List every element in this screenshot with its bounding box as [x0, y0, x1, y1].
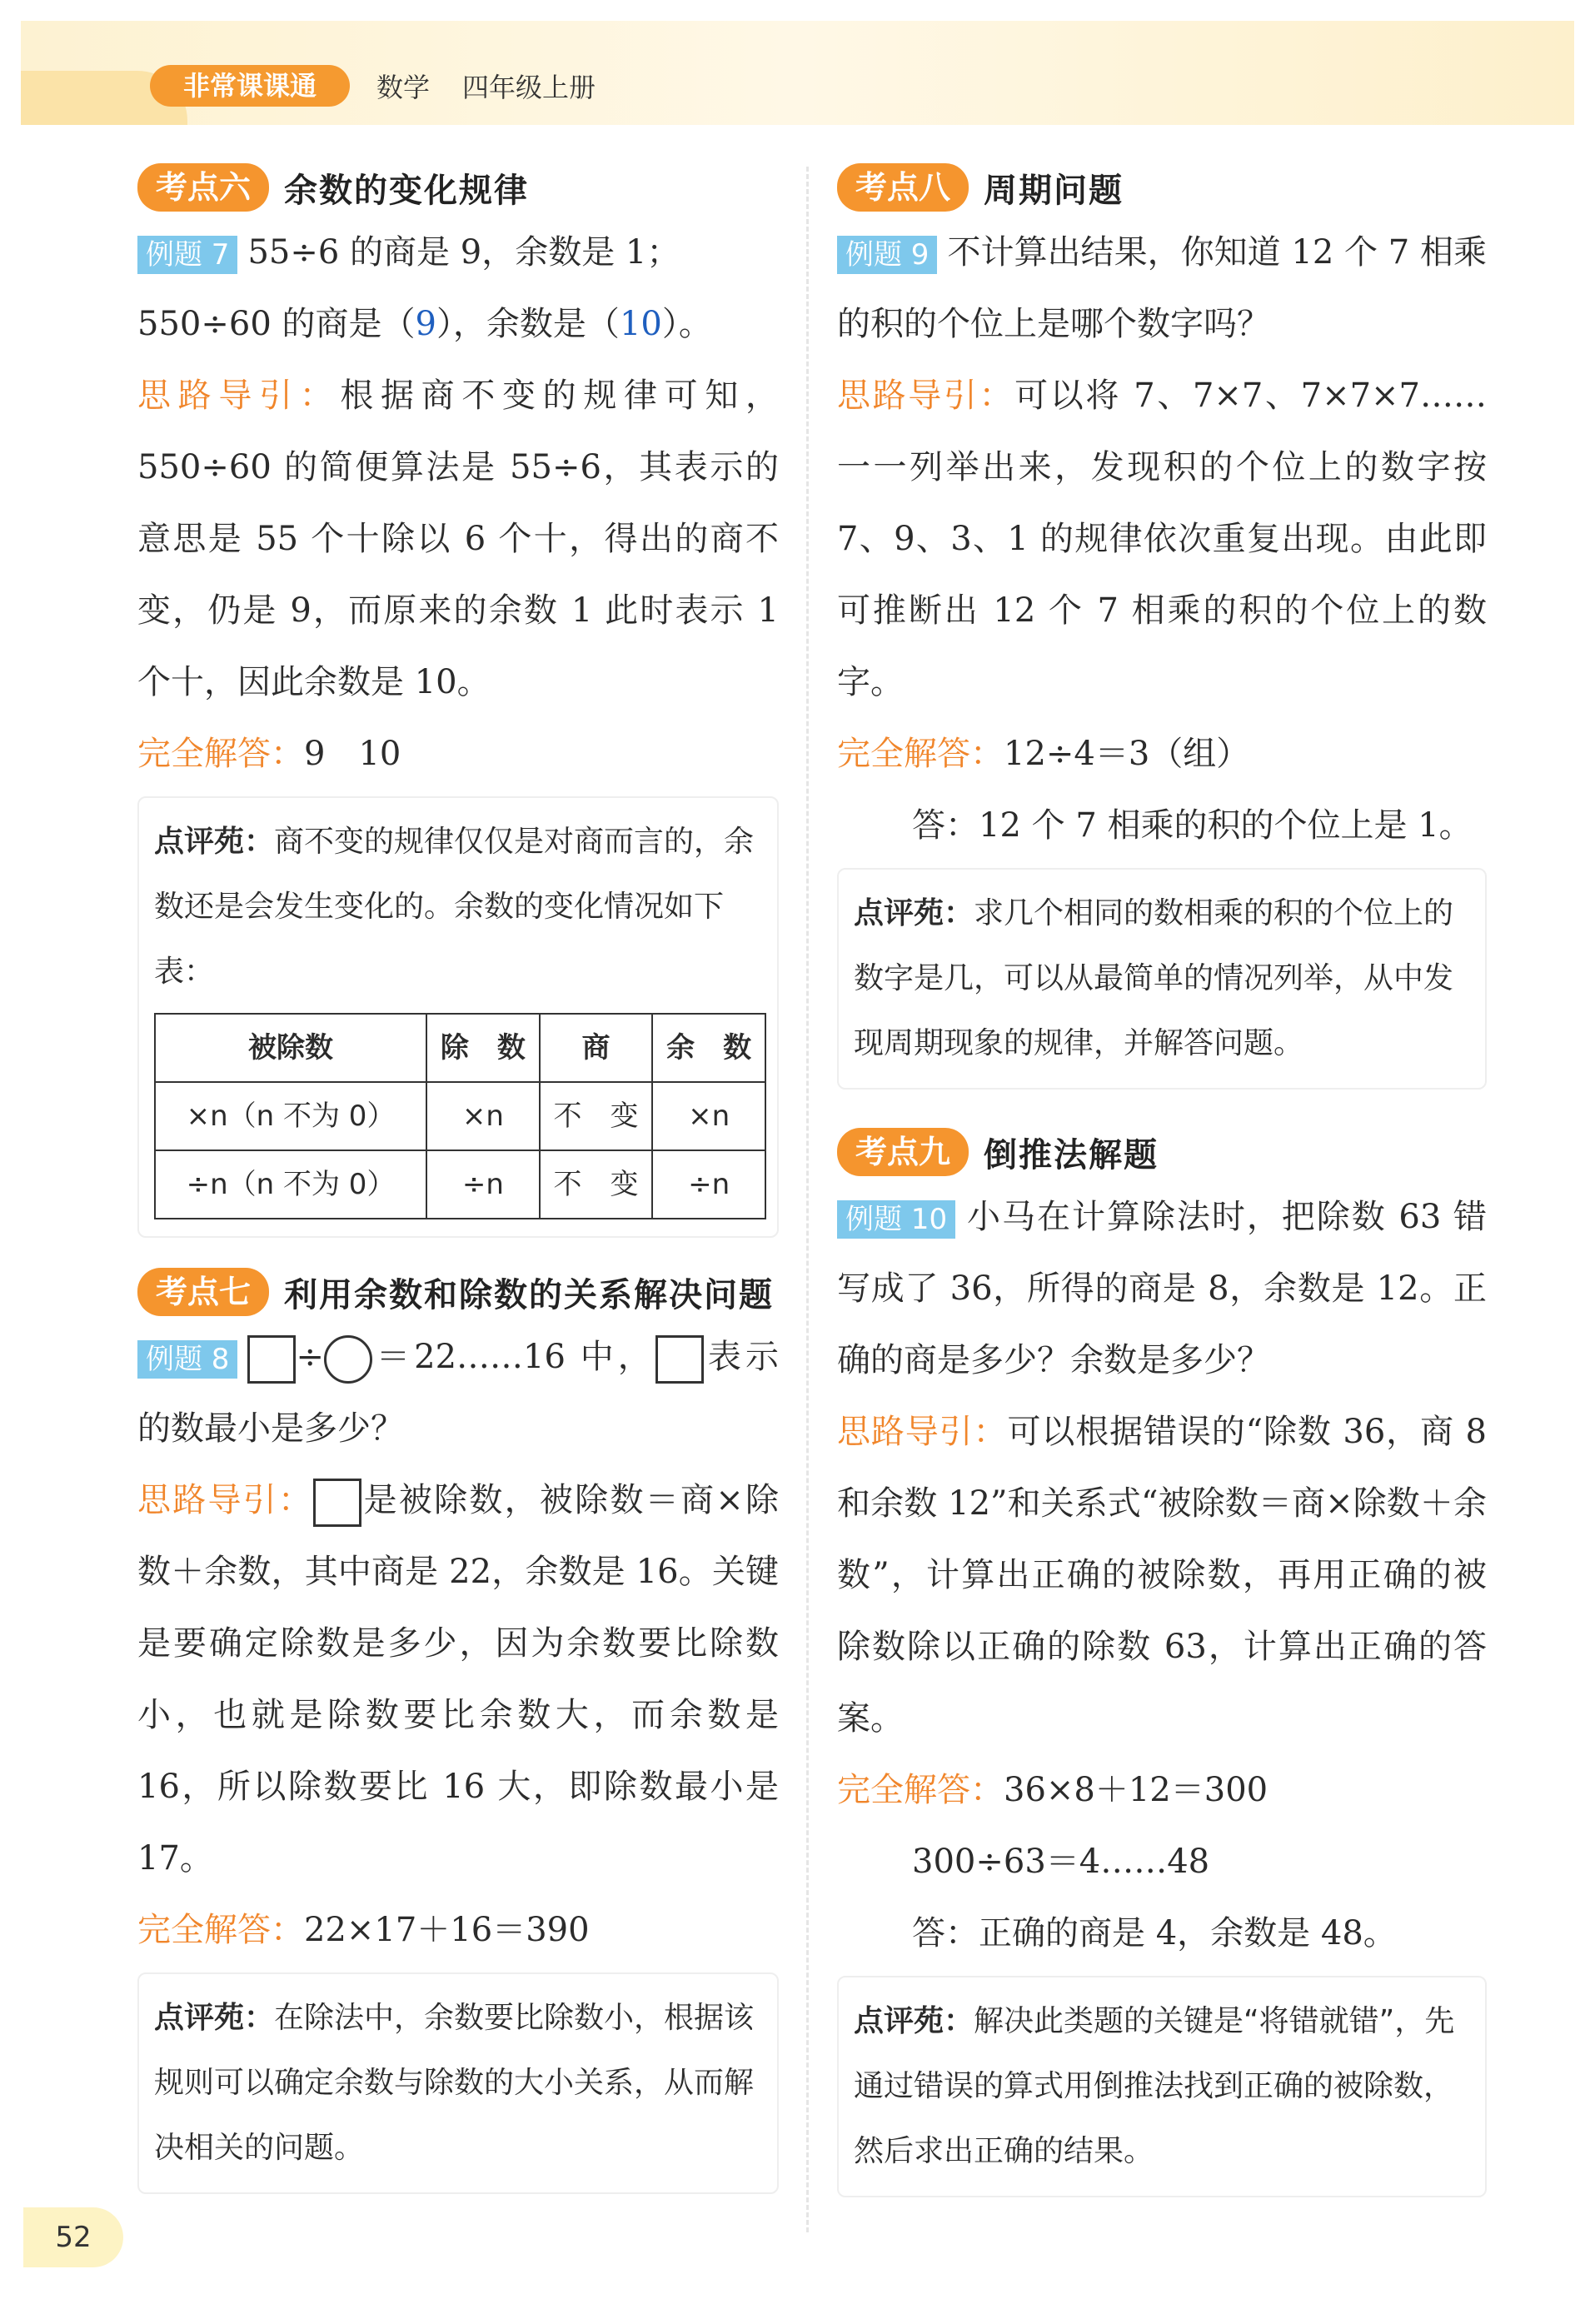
- table-header: 除 数: [426, 1014, 540, 1082]
- grade-label: 四年级上册: [462, 72, 596, 103]
- review-box: 点评苑：商不变的规律仅仅是对商而言的，余数还是会发生变化的。余数的变化情况如下表： 被除数 除 数 商 余 数 ×n（n 不为 0） ×n 不 变 ×n ÷n（n 不为 0） ÷n 不 变 ÷n: [137, 796, 779, 1238]
- example-7-hint: 思路导引：根据商不变的规律可知，550÷60 的简便算法是 55÷6，其表示的意思是 55 个十除以 6 个十，得出的商不变，仍是 9，而原来的余数 1 此时表示 1 个十，因此余数是 10。: [137, 377, 780, 701]
- example-10-answer-statement: 答：正确的商是 4，余数是 48。: [912, 1914, 1397, 1952]
- section-tag: 考点六: [137, 163, 269, 212]
- page-number: 52: [23, 2207, 123, 2267]
- blank-box: [313, 1479, 361, 1527]
- answer-label: 完全解答：: [837, 735, 1004, 773]
- section-title: 倒推法解题: [984, 1135, 1159, 1174]
- hint-label: 思路导引：: [137, 1481, 314, 1519]
- example-label: 例题 8: [137, 1340, 237, 1379]
- column-divider: [806, 167, 809, 2232]
- example-9-answer: 完全解答：12÷4＝3（组）: [837, 735, 1250, 773]
- section-9-heading: [837, 1123, 1487, 1181]
- review-box: 点评苑：在除法中，余数要比除数小，根据该规则可以确定余数与除数的大小关系，从而解决相关的问题。: [137, 1972, 779, 2194]
- brand-badge: 非常课课通: [150, 65, 350, 107]
- section-8-heading: [837, 158, 1487, 217]
- subject-label: 数学: [376, 72, 431, 103]
- table-row: ÷n（n 不为 0） ÷n 不 变 ÷n: [155, 1150, 765, 1219]
- example-9-hint: 思路导引：可以将 7、7×7、7×7×7……一一列举出来，发现积的个位上的数字按 7、9、3、1 的规律依次重复出现。由此即可推断出 12 个 7 相乘的积的个位上的数字。: [837, 377, 1487, 701]
- hint-label: 思路导引：: [837, 1413, 1008, 1451]
- remainder-change-table: [154, 1013, 766, 1219]
- example-10-answer-step: 300÷63＝4……48: [912, 1843, 1210, 1881]
- section-tag: 考点七: [137, 1268, 269, 1316]
- hint-label: 思路导引：: [137, 377, 341, 415]
- section-tag: 考点八: [837, 163, 969, 212]
- blank-box: [247, 1335, 296, 1384]
- example-8-answer: 完全解答：22×17＋16＝390: [137, 1911, 590, 1949]
- example-7-answer: 完全解答：9 10: [137, 735, 401, 773]
- review-label: 点评苑：: [154, 2001, 275, 2035]
- review-box: 点评苑：求几个相同的数相乘的积的个位上的数字是几，可以从最简单的情况列举，从中发现周期现象的规律，并解答问题。: [837, 868, 1487, 1090]
- answer-label: 完全解答：: [837, 1771, 1004, 1809]
- section-tag: 考点九: [837, 1128, 969, 1176]
- fill-blank-answer: 9: [415, 305, 436, 343]
- example-8-hint: 思路导引： 是被除数，被除数＝商×除数＋余数，其中商是 22，余数是 16。关键是要确定除数是多少，因为余数要比除数小，也就是除数要比余数大，而余数是 16，所以除数要比 16 大，即除数最小是 17。: [137, 1464, 779, 1894]
- review-label: 点评苑：: [854, 2004, 974, 2038]
- table-header: 商: [540, 1014, 653, 1082]
- table-header: 被除数: [155, 1014, 426, 1082]
- right-column: [837, 158, 1487, 2197]
- blank-circle: [324, 1335, 372, 1384]
- answer-label: 完全解答：: [137, 1911, 304, 1949]
- section-title: 余数的变化规律: [284, 171, 530, 210]
- example-10-hint: 思路导引：可以根据错误的“除数 36，商 8 和余数 12”和关系式“被除数＝商×除数＋余数”，计算出正确的被除数，再用正确的被除数除以正确的除数 63，计算出正确的答案。: [837, 1413, 1488, 1738]
- section-title: 周期问题: [984, 171, 1124, 210]
- review-box: 点评苑：解决此类题的关键是“将错就错”，先通过错误的算式用倒推法找到正确的被除数，然后求出正确的结果。: [837, 1976, 1487, 2197]
- table-header: 余 数: [652, 1014, 765, 1082]
- answer-label: 完全解答：: [137, 735, 304, 773]
- section-6-heading: [137, 158, 779, 217]
- table-row: ×n（n 不为 0） ×n 不 变 ×n: [155, 1082, 765, 1150]
- hint-label: 思路导引：: [837, 377, 1015, 415]
- example-8-question: 例题 8 ÷ ＝22……16 中， 表示的数最小是多少？: [137, 1321, 779, 1464]
- section-7-heading: [137, 1263, 779, 1321]
- example-10-question: 例题 10 小马在计算除法时，把除数 63 错写成了 36，所得的商是 8，余数是 12。正确的商是多少？余数是多少？: [837, 1198, 1487, 1379]
- example-9-answer-statement: 答：12 个 7 相乘的积的个位上是 1。: [912, 806, 1473, 845]
- left-column: [137, 158, 779, 2194]
- review-label: 点评苑：: [854, 896, 974, 930]
- section-title: 利用余数和除数的关系解决问题: [284, 1275, 775, 1314]
- example-label: 例题 7: [137, 236, 237, 274]
- example-7-question: 例题 7 55÷6 的商是 9，余数是 1； 550÷60 的商是（9），余数是（10）。: [137, 233, 712, 343]
- example-label: 例题 9: [837, 236, 937, 274]
- blank-box: [655, 1335, 704, 1384]
- example-label: 例题 10: [837, 1200, 955, 1239]
- fill-blank-answer: 10: [619, 305, 662, 343]
- example-9-question: 例题 9 不计算出结果，你知道 12 个 7 相乘的积的个位上是哪个数字吗？: [837, 233, 1487, 343]
- example-10-answer: 完全解答：36×8＋12＝300: [837, 1771, 1269, 1809]
- review-label: 点评苑：: [154, 825, 275, 859]
